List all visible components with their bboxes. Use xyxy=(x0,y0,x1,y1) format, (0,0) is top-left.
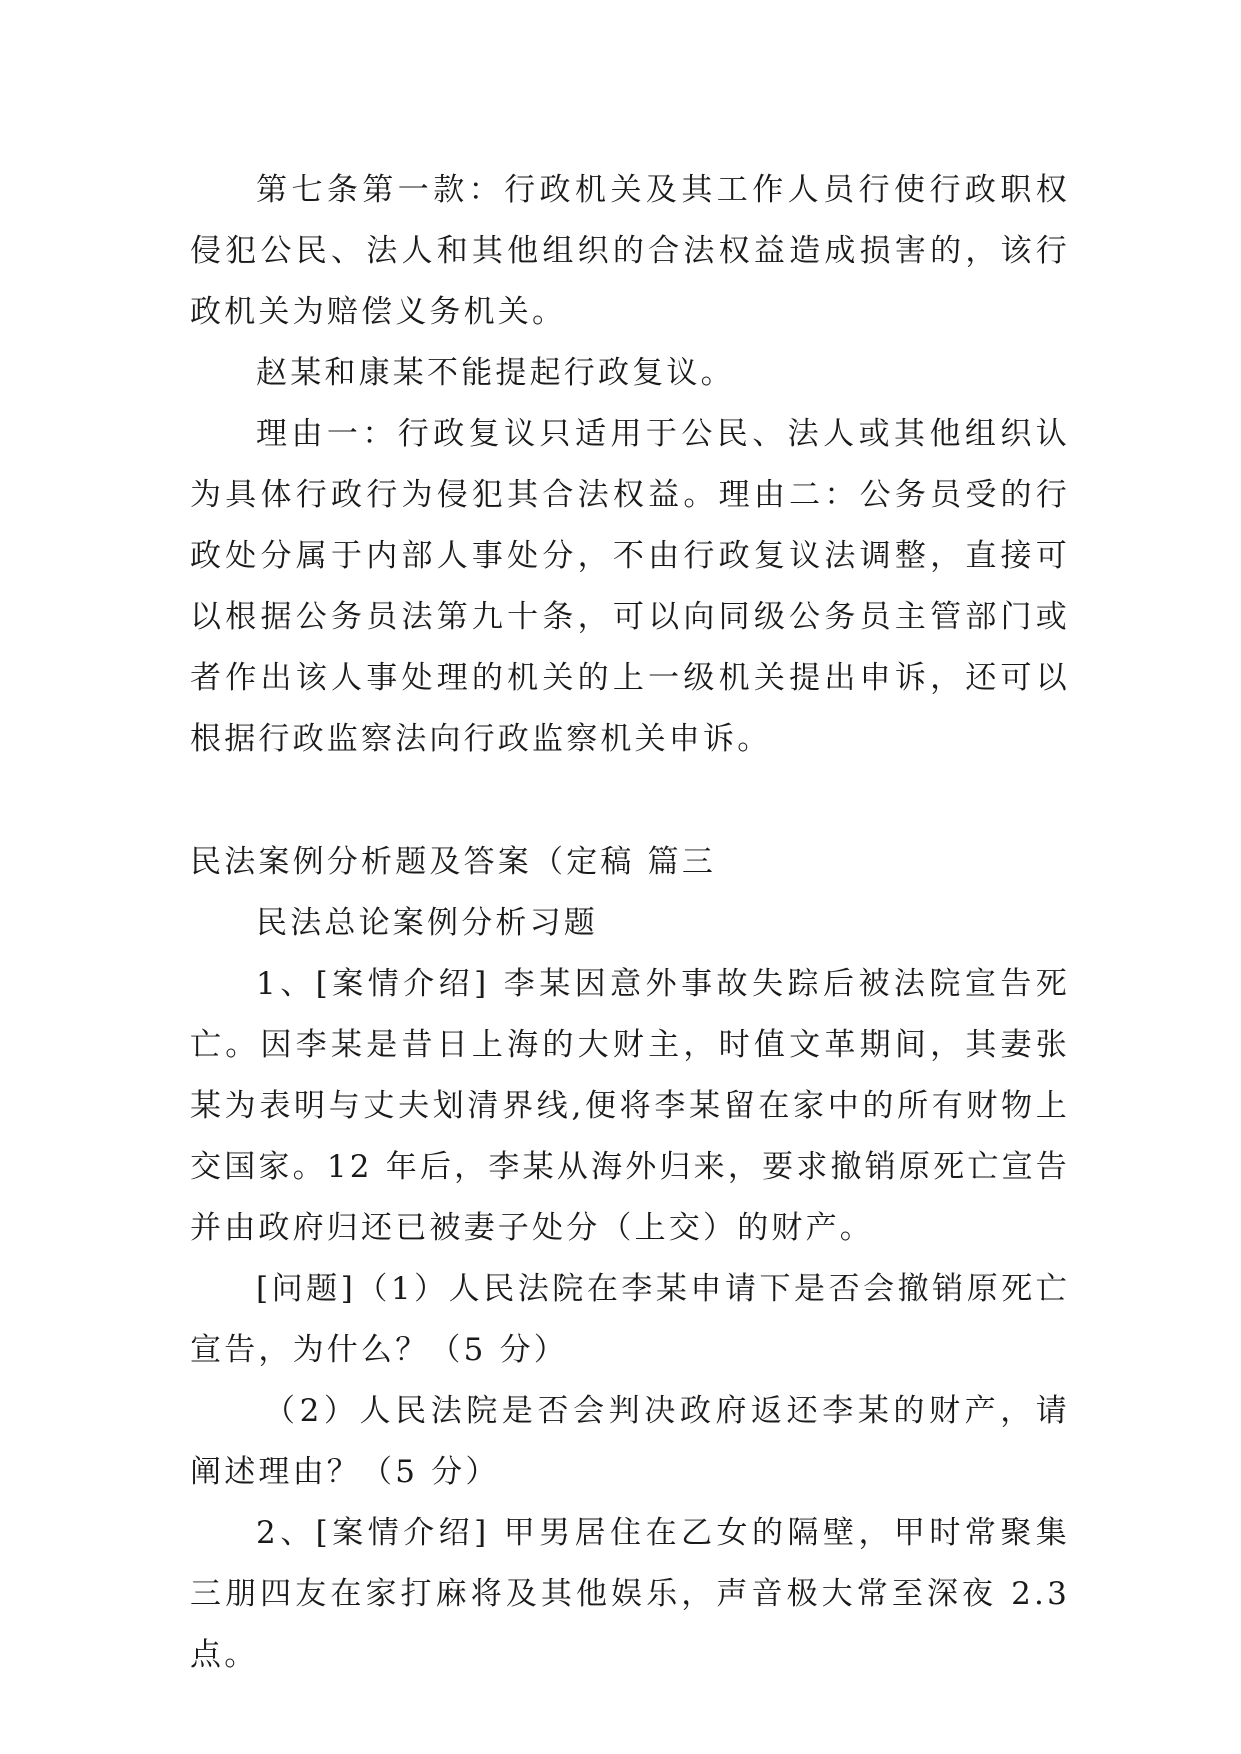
conclusion-paragraph: 赵某和康某不能提起行政复议。 xyxy=(256,355,735,391)
document-body xyxy=(190,160,1070,1686)
section-heading: 民法案例分析题及答案（定稿 篇三 xyxy=(190,844,717,880)
section-subtitle: 民法总论案例分析习题 xyxy=(256,905,598,941)
article-7-paragraph: 第七条第一款：行政机关及其工作人员行使行政职权侵犯公民、法人和其他组织的合法权益造成损害的，该行政机关为赔偿义务机关。 xyxy=(190,172,1070,330)
reasons-paragraph: 理由一：行政复议只适用于公民、法人或其他组织认为具体行政行为侵犯其合法权益。理由二：公务员受的行政处分属于内部人事处分，不由行政复议法调整，直接可以根据公务员法第九十条，可以向同级公务员主管部门或者作出该人事处理的机关的上一级机关提出申诉，还可以根据行政监察法向行政监察机关申诉。 xyxy=(190,416,1070,757)
case-1-intro: 1、[案情介绍] 李某因意外事故失踪后被法院宣告死亡。因李某是昔日上海的大财主，时值文革期间，其妻张某为表明与丈夫划清界线,便将李某留在家中的所有财物上交国家。12 年后，李某从海外归来，要求撤销原死亡宣告并由政府归还已被妻子处分（上交）的财产。 xyxy=(190,966,1070,1246)
case-1-question-2: （2）人民法院是否会判决政府返还李某的财产，请阐述理由？（5 分） xyxy=(190,1393,1070,1490)
case-1-question-1: [问题]（1）人民法院在李某申请下是否会撤销原死亡宣告，为什么？（5 分） xyxy=(190,1271,1070,1368)
case-2-intro: 2、[案情介绍] 甲男居住在乙女的隔壁，甲时常聚集三朋四友在家打麻将及其他娱乐，声音极大常至深夜 2.3 点。 xyxy=(190,1515,1070,1673)
